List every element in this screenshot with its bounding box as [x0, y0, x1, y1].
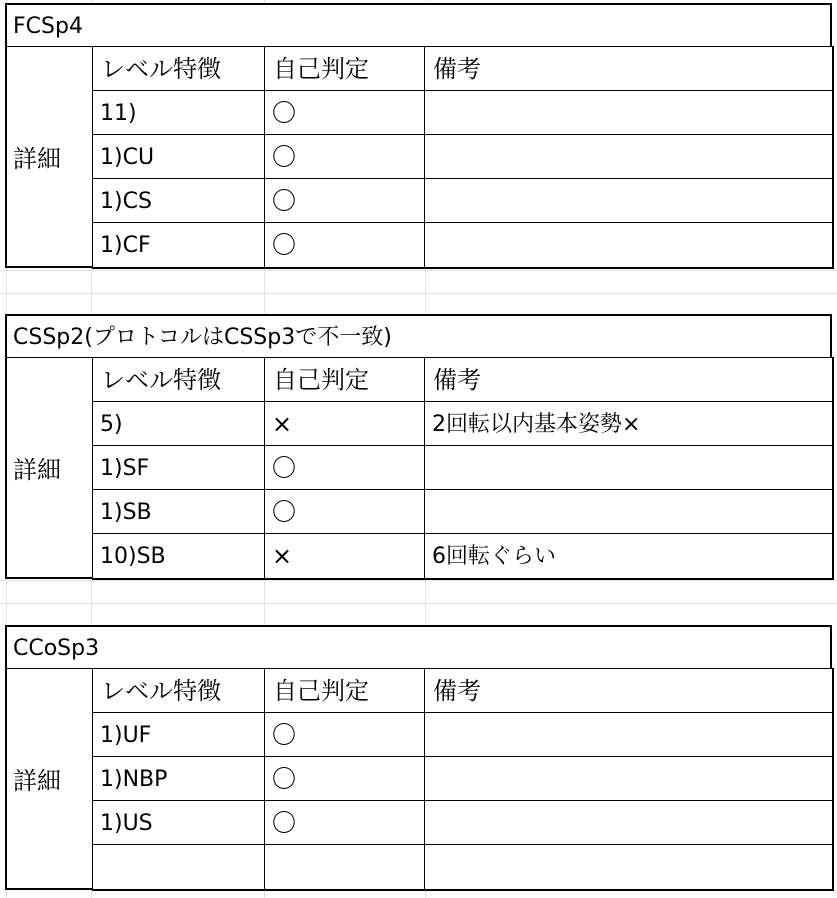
row-judgement[interactable]: 〇	[264, 90, 425, 135]
row-notes[interactable]	[424, 445, 834, 490]
row-notes[interactable]	[424, 800, 834, 845]
row-level[interactable]: 1)CF	[92, 222, 265, 269]
row-judgement[interactable]: 〇	[264, 800, 425, 845]
header-notes[interactable]: 備考	[424, 357, 834, 402]
row-judgement[interactable]: ×	[264, 533, 425, 580]
row-notes[interactable]: 6回転ぐらい	[424, 533, 834, 580]
row-judgement[interactable]: 〇	[264, 445, 425, 490]
section-title[interactable]: CCoSp3	[5, 625, 832, 668]
row-judgement[interactable]: 〇	[264, 489, 425, 534]
row-notes[interactable]	[424, 178, 834, 223]
row-level[interactable]: 1)US	[92, 800, 265, 845]
row-notes[interactable]	[424, 712, 834, 757]
header-level[interactable]: レベル特徴	[92, 46, 265, 91]
row-judgement[interactable]	[264, 844, 425, 891]
section-fcsp4	[5, 3, 834, 271]
header-level[interactable]: レベル特徴	[92, 357, 265, 402]
section-cssp2	[5, 314, 834, 582]
section-title[interactable]: FCSp4	[5, 3, 832, 46]
header-notes[interactable]: 備考	[424, 668, 834, 713]
row-notes[interactable]	[424, 844, 834, 891]
row-judgement[interactable]: 〇	[264, 134, 425, 179]
row-level[interactable]: 1)SF	[92, 445, 265, 490]
header-judgement[interactable]: 自己判定	[264, 46, 425, 91]
row-level[interactable]: 1)NBP	[92, 756, 265, 801]
section-ccosp3	[5, 625, 834, 893]
header-notes[interactable]: 備考	[424, 46, 834, 91]
row-level[interactable]: 1)UF	[92, 712, 265, 757]
detail-label[interactable]: 詳細	[5, 668, 93, 890]
detail-label[interactable]: 詳細	[5, 46, 93, 268]
row-level[interactable]: 1)CU	[92, 134, 265, 179]
row-judgement[interactable]: 〇	[264, 178, 425, 223]
header-judgement[interactable]: 自己判定	[264, 357, 425, 402]
row-notes[interactable]	[424, 134, 834, 179]
header-level[interactable]: レベル特徴	[92, 668, 265, 713]
row-level[interactable]: 10)SB	[92, 533, 265, 580]
header-judgement[interactable]: 自己判定	[264, 668, 425, 713]
row-level[interactable]: 1)CS	[92, 178, 265, 223]
row-notes[interactable]	[424, 222, 834, 269]
row-judgement[interactable]: ×	[264, 401, 425, 446]
row-level[interactable]: 1)SB	[92, 489, 265, 534]
detail-label[interactable]: 詳細	[5, 357, 93, 579]
row-judgement[interactable]: 〇	[264, 712, 425, 757]
row-notes[interactable]	[424, 756, 834, 801]
row-level[interactable]: 5)	[92, 401, 265, 446]
section-title[interactable]: CSSp2(プロトコルはCSSp3で不一致)	[5, 314, 832, 357]
row-judgement[interactable]: 〇	[264, 756, 425, 801]
row-level[interactable]: 11)	[92, 90, 265, 135]
row-notes[interactable]	[424, 489, 834, 534]
row-notes[interactable]	[424, 90, 834, 135]
row-level[interactable]	[92, 844, 265, 891]
row-judgement[interactable]: 〇	[264, 222, 425, 269]
row-notes[interactable]: 2回転以内基本姿勢×	[424, 401, 834, 446]
